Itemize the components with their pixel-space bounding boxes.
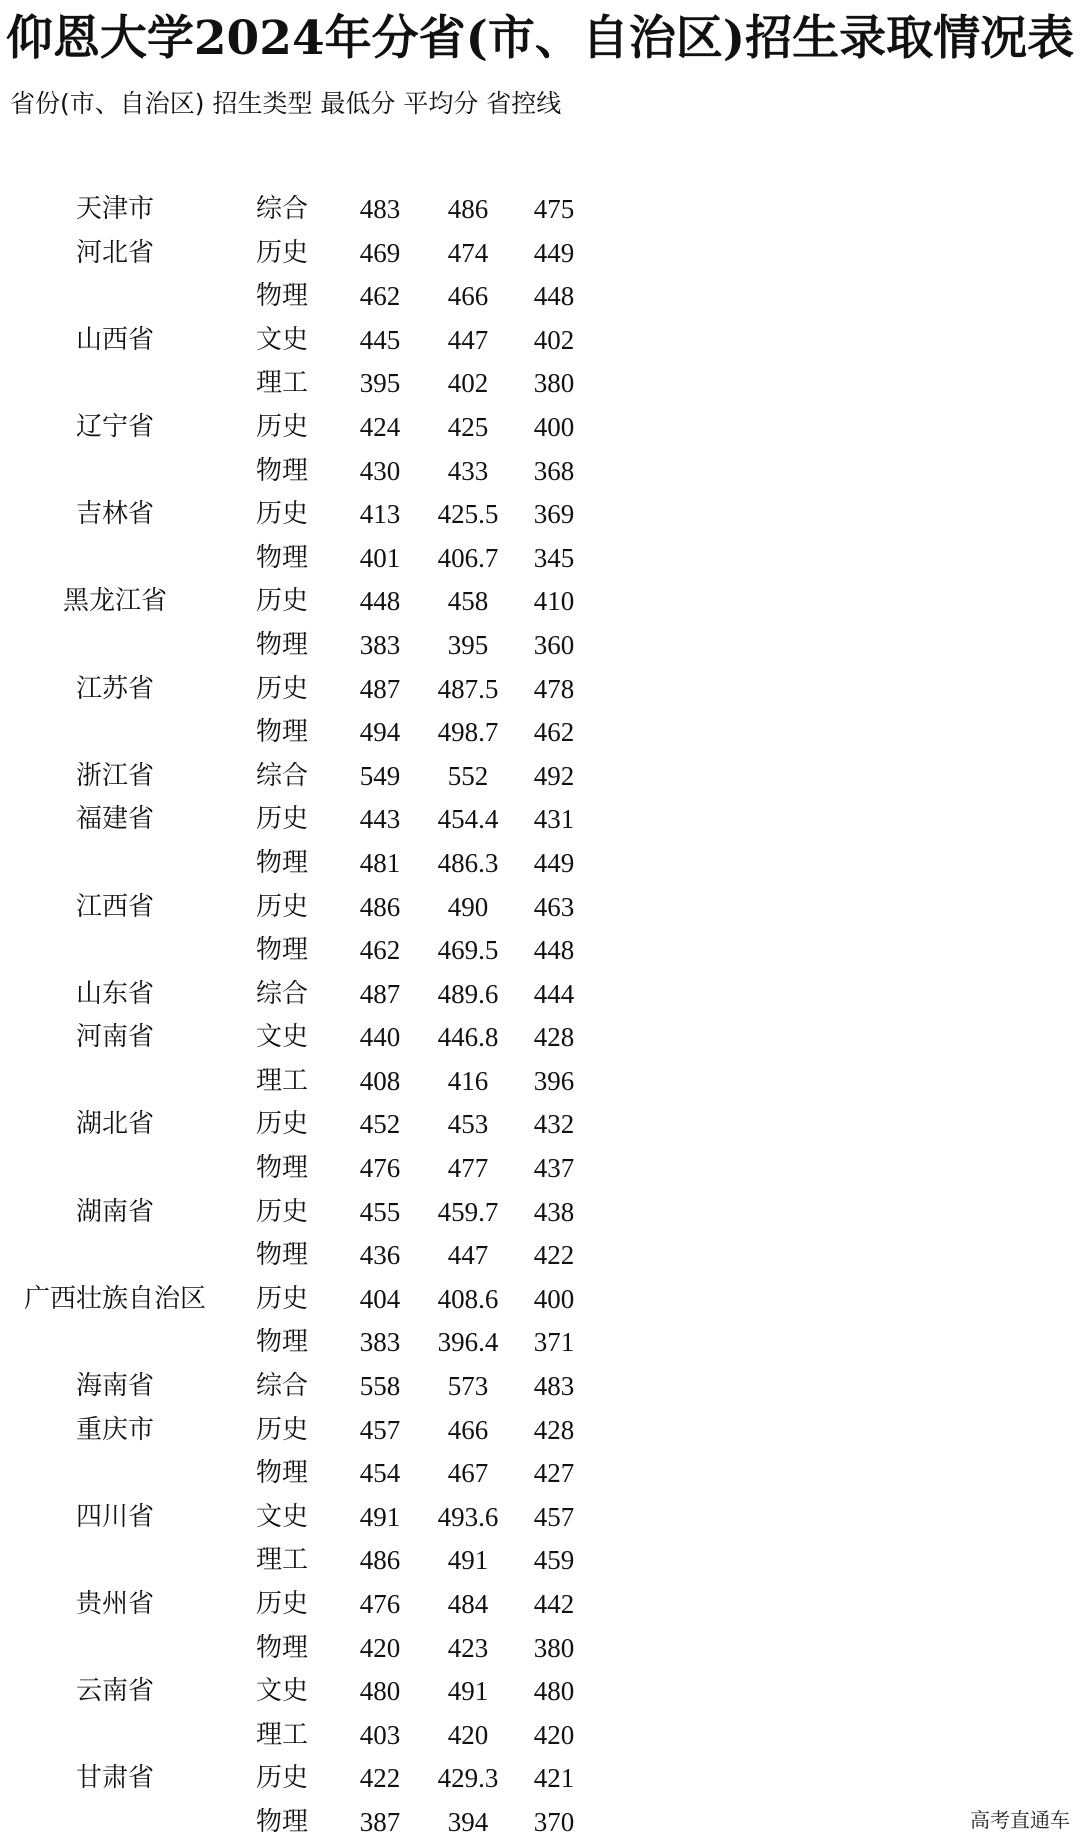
type-cell: 综合 [255, 1371, 308, 1402]
avg-score-cell: 453 [447, 1109, 489, 1140]
table-row [0, 1627, 1080, 1671]
min-score-cell: 480 [359, 1676, 401, 1707]
control-line-cell: 449 [533, 847, 575, 878]
avg-score-cell: 408.6 [437, 1283, 499, 1314]
type-cell: 综合 [255, 760, 308, 791]
type-cell: 物理 [255, 1240, 308, 1271]
control-line-cell: 431 [533, 804, 575, 835]
min-score-cell: 469 [359, 237, 401, 268]
province-cell: 重庆市 [75, 1414, 154, 1445]
type-cell: 物理 [255, 1632, 308, 1663]
min-score-cell: 443 [359, 804, 401, 835]
avg-score-cell: 484 [447, 1589, 489, 1619]
province-cell: 河北省 [75, 237, 154, 268]
control-line-cell: 371 [533, 1327, 575, 1358]
type-cell: 物理 [255, 935, 308, 966]
table-row [0, 886, 1080, 930]
type-cell: 历史 [255, 586, 308, 617]
table-row [0, 929, 1080, 973]
min-score-cell: 481 [359, 847, 401, 878]
province-cell: 黑龙江省 [62, 586, 167, 617]
avg-score-cell: 416 [447, 1065, 489, 1096]
type-cell: 物理 [255, 847, 308, 878]
min-score-cell: 454 [359, 1458, 401, 1489]
control-line-cell: 422 [533, 1240, 575, 1271]
control-line-cell: 432 [533, 1109, 575, 1140]
type-cell: 理工 [255, 1719, 308, 1750]
province-cell: 江西省 [75, 891, 154, 922]
avg-score-cell: 395 [447, 629, 489, 660]
province-cell: 河南省 [75, 1022, 154, 1053]
table-row [0, 1409, 1080, 1453]
table-row [0, 1234, 1080, 1278]
avg-score-cell: 486.3 [437, 847, 499, 878]
control-line-cell: 449 [533, 237, 575, 268]
type-cell: 物理 [255, 455, 308, 486]
province-cell: 海南省 [75, 1371, 154, 1402]
control-line-cell: 380 [533, 368, 575, 399]
control-line-cell: 360 [533, 629, 575, 660]
control-line-cell: 478 [533, 673, 575, 704]
min-score-cell: 448 [359, 586, 401, 617]
min-score-cell: 558 [359, 1371, 401, 1402]
min-score-cell: 383 [359, 629, 401, 660]
type-cell: 历史 [255, 804, 308, 835]
type-cell: 综合 [255, 978, 308, 1009]
table-row [0, 537, 1080, 581]
table-row [0, 362, 1080, 406]
type-cell: 物理 [255, 542, 308, 573]
min-score-cell: 487 [359, 673, 401, 704]
avg-score-cell: 466 [447, 1414, 489, 1445]
min-score-cell: 424 [359, 411, 401, 442]
control-line-cell: 400 [533, 1283, 575, 1314]
table-row [0, 275, 1080, 319]
control-line-cell: 428 [533, 1022, 575, 1053]
table-row [0, 450, 1080, 494]
table-row [0, 842, 1080, 886]
control-line-cell: 380 [533, 1632, 575, 1663]
min-score-cell: 483 [359, 194, 401, 224]
avg-score-cell: 491 [447, 1676, 489, 1707]
type-cell: 物理 [255, 281, 308, 312]
avg-score-cell: 573 [447, 1371, 489, 1402]
table-row [0, 624, 1080, 668]
type-cell: 文史 [255, 1501, 308, 1532]
min-score-cell: 436 [359, 1240, 401, 1271]
type-cell: 理工 [255, 1545, 308, 1576]
control-line-cell: 457 [533, 1501, 575, 1532]
type-cell: 历史 [255, 673, 308, 704]
type-cell: 历史 [255, 1196, 308, 1227]
avg-score-cell: 447 [447, 1240, 489, 1271]
min-score-cell: 476 [359, 1153, 401, 1184]
min-score-cell: 440 [359, 1022, 401, 1053]
avg-score-cell: 454.4 [437, 804, 499, 835]
min-score-cell: 486 [359, 1545, 401, 1576]
avg-score-cell: 490 [447, 891, 489, 922]
min-score-cell: 420 [359, 1632, 401, 1663]
control-line-cell: 438 [533, 1196, 575, 1227]
control-line-cell: 370 [533, 1806, 575, 1837]
table-row [0, 319, 1080, 363]
type-cell: 历史 [255, 1109, 308, 1140]
type-cell: 物理 [255, 629, 308, 660]
control-line-cell: 475 [533, 194, 575, 224]
control-line-cell: 444 [533, 978, 575, 1009]
type-cell: 物理 [255, 1153, 308, 1184]
control-line-cell: 492 [533, 760, 575, 791]
min-score-cell: 395 [359, 368, 401, 399]
control-line-cell: 396 [533, 1065, 575, 1096]
control-line-cell: 345 [533, 542, 575, 573]
control-line-cell: 368 [533, 455, 575, 486]
table-row [0, 1452, 1080, 1496]
type-cell: 物理 [255, 1458, 308, 1489]
min-score-cell: 549 [359, 760, 401, 791]
type-cell: 历史 [255, 1414, 308, 1445]
province-cell: 江苏省 [75, 673, 154, 704]
avg-score-cell: 420 [447, 1719, 489, 1750]
control-line-cell: 463 [533, 891, 575, 922]
type-cell: 理工 [255, 1065, 308, 1096]
province-cell: 福建省 [75, 804, 154, 835]
avg-score-cell: 477 [447, 1153, 489, 1184]
type-cell: 历史 [255, 1283, 308, 1314]
type-cell: 物理 [255, 1806, 308, 1837]
control-line-cell: 402 [533, 324, 575, 355]
avg-score-cell: 491 [447, 1545, 489, 1576]
table-row [0, 188, 1080, 232]
province-cell: 贵州省 [75, 1589, 154, 1619]
type-cell: 历史 [255, 891, 308, 922]
province-cell: 山西省 [75, 324, 154, 355]
province-cell: 山东省 [75, 978, 154, 1009]
table-row [0, 1801, 1080, 1845]
min-score-cell: 491 [359, 1501, 401, 1532]
avg-score-cell: 469.5 [437, 935, 499, 966]
table-row [0, 493, 1080, 537]
control-line-cell: 462 [533, 717, 575, 748]
control-line-cell: 437 [533, 1153, 575, 1184]
avg-score-cell: 466 [447, 281, 489, 312]
type-cell: 文史 [255, 1022, 308, 1053]
avg-score-cell: 486 [447, 194, 489, 224]
avg-score-cell: 423 [447, 1632, 489, 1663]
control-line-cell: 421 [533, 1763, 575, 1794]
min-score-cell: 430 [359, 455, 401, 486]
table-row [0, 1016, 1080, 1060]
min-score-cell: 486 [359, 891, 401, 922]
avg-score-cell: 433 [447, 455, 489, 486]
province-cell: 辽宁省 [75, 411, 154, 442]
type-cell: 历史 [255, 411, 308, 442]
type-cell: 物理 [255, 1327, 308, 1358]
min-score-cell: 445 [359, 324, 401, 355]
avg-score-cell: 552 [447, 760, 489, 791]
page-title: 仰恩大学2024年分省(市、自治区)招生录取情况表 [5, 11, 1075, 66]
avg-score-cell: 487.5 [437, 673, 499, 704]
min-score-cell: 383 [359, 1327, 401, 1358]
table-row [0, 1670, 1080, 1714]
min-score-cell: 387 [359, 1806, 401, 1837]
min-score-cell: 487 [359, 978, 401, 1009]
avg-score-cell: 425 [447, 411, 489, 442]
table-row [0, 580, 1080, 624]
table-row [0, 1714, 1080, 1758]
admission-table [0, 188, 1080, 1845]
avg-score-cell: 459.7 [437, 1196, 499, 1227]
table-row [0, 1147, 1080, 1191]
table-row [0, 711, 1080, 755]
min-score-cell: 408 [359, 1065, 401, 1096]
control-line-cell: 459 [533, 1545, 575, 1576]
type-cell: 理工 [255, 368, 308, 399]
province-cell: 湖北省 [75, 1109, 154, 1140]
min-score-cell: 455 [359, 1196, 401, 1227]
control-line-cell: 480 [533, 1676, 575, 1707]
control-line-cell: 410 [533, 586, 575, 617]
avg-score-cell: 425.5 [437, 499, 499, 530]
type-cell: 文史 [255, 1676, 308, 1707]
min-score-cell: 457 [359, 1414, 401, 1445]
type-cell: 物理 [255, 717, 308, 748]
avg-score-cell: 396.4 [437, 1327, 499, 1358]
control-line-cell: 420 [533, 1719, 575, 1750]
province-cell: 浙江省 [75, 760, 154, 791]
control-line-cell: 448 [533, 935, 575, 966]
avg-score-cell: 446.8 [437, 1022, 499, 1053]
avg-score-cell: 467 [447, 1458, 489, 1489]
avg-score-cell: 474 [447, 237, 489, 268]
avg-score-cell: 447 [447, 324, 489, 355]
watermark: 高考直通车 [970, 1808, 1070, 1832]
table-row [0, 1757, 1080, 1801]
province-cell: 湖南省 [75, 1196, 154, 1227]
province-cell: 广西壮族自治区 [23, 1283, 206, 1314]
table-row [0, 406, 1080, 450]
province-cell: 四川省 [75, 1501, 154, 1532]
avg-score-cell: 406.7 [437, 542, 499, 573]
min-score-cell: 422 [359, 1763, 401, 1794]
type-cell: 文史 [255, 324, 308, 355]
min-score-cell: 476 [359, 1589, 401, 1619]
control-line-cell: 483 [533, 1371, 575, 1402]
type-cell: 历史 [255, 237, 308, 268]
type-cell: 历史 [255, 1763, 308, 1794]
table-row [0, 973, 1080, 1017]
table-row [0, 1191, 1080, 1235]
min-score-cell: 413 [359, 499, 401, 530]
avg-score-cell: 402 [447, 368, 489, 399]
control-line-cell: 428 [533, 1414, 575, 1445]
control-line-cell: 427 [533, 1458, 575, 1489]
province-cell: 甘肃省 [75, 1763, 154, 1794]
avg-score-cell: 458 [447, 586, 489, 617]
table-row [0, 232, 1080, 276]
table-row [0, 1278, 1080, 1322]
min-score-cell: 401 [359, 542, 401, 573]
min-score-cell: 403 [359, 1719, 401, 1750]
table-row [0, 798, 1080, 842]
min-score-cell: 462 [359, 281, 401, 312]
table-row [0, 1496, 1080, 1540]
type-cell: 历史 [255, 499, 308, 530]
control-line-cell: 369 [533, 499, 575, 530]
min-score-cell: 462 [359, 935, 401, 966]
column-header: 省份(市、自治区) 招生类型 最低分 平均分 省控线 [10, 89, 562, 118]
min-score-cell: 452 [359, 1109, 401, 1140]
table-row [0, 668, 1080, 712]
avg-score-cell: 394 [447, 1806, 489, 1837]
table-row [0, 755, 1080, 799]
avg-score-cell: 493.6 [437, 1501, 499, 1532]
table-row [0, 1365, 1080, 1409]
control-line-cell: 400 [533, 411, 575, 442]
table-row [0, 1539, 1080, 1583]
avg-score-cell: 429.3 [437, 1763, 499, 1794]
min-score-cell: 404 [359, 1283, 401, 1314]
province-cell: 吉林省 [75, 499, 154, 530]
type-cell: 历史 [255, 1589, 308, 1619]
table-row [0, 1060, 1080, 1104]
province-cell: 云南省 [75, 1676, 154, 1707]
type-cell: 综合 [255, 194, 308, 224]
table-row [0, 1583, 1080, 1627]
avg-score-cell: 498.7 [437, 717, 499, 748]
control-line-cell: 448 [533, 281, 575, 312]
table-row [0, 1321, 1080, 1365]
min-score-cell: 494 [359, 717, 401, 748]
table-row [0, 1103, 1080, 1147]
province-cell: 天津市 [75, 194, 154, 224]
avg-score-cell: 489.6 [437, 978, 499, 1009]
control-line-cell: 442 [533, 1589, 575, 1619]
